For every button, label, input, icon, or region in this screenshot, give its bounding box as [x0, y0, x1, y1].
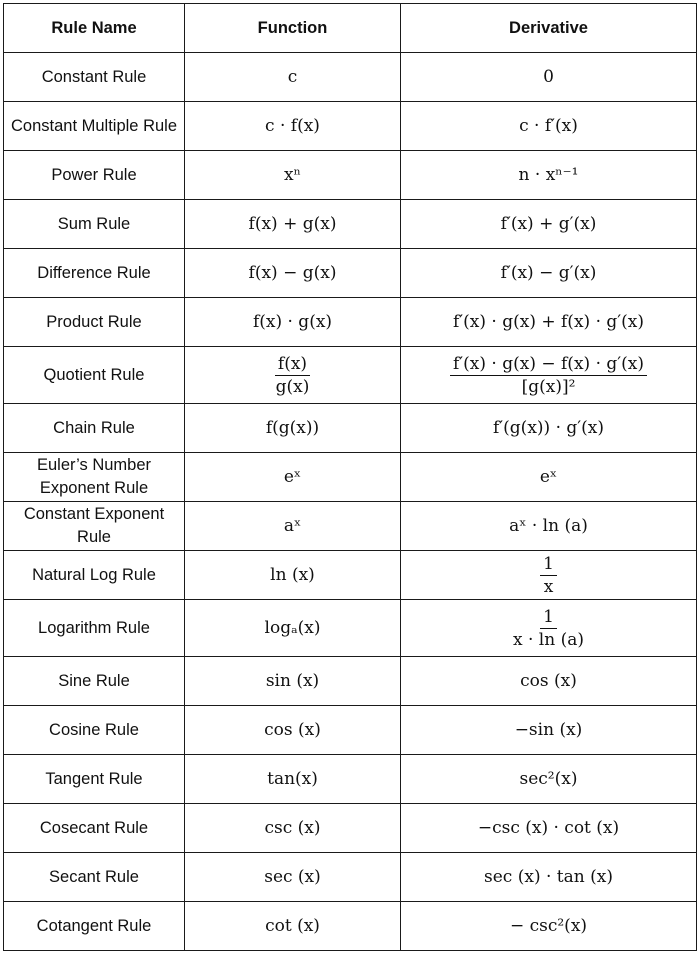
rule-name-cell: Tangent Rule — [4, 755, 185, 804]
derivative-cell: c · f′(x) — [401, 102, 697, 151]
fraction-numerator: 1 — [540, 606, 557, 629]
rule-name-cell: Constant Exponent Rule — [4, 502, 185, 551]
table-row — [4, 453, 697, 502]
function-cell: cos (x) — [185, 706, 401, 755]
table-row — [4, 551, 697, 600]
table-row — [4, 706, 697, 755]
table-row — [4, 347, 697, 404]
table-row — [4, 102, 697, 151]
table-row — [4, 804, 697, 853]
rule-name-cell: Constant Multiple Rule — [4, 102, 185, 151]
function-cell: f(x) · g(x) — [185, 298, 401, 347]
derivative-cell: 0 — [401, 53, 697, 102]
function-cell: f(g(x)) — [185, 404, 401, 453]
function-cell: c · f(x) — [185, 102, 401, 151]
rule-name-cell: Natural Log Rule — [4, 551, 185, 600]
table-row — [4, 657, 697, 706]
table-row — [4, 755, 697, 804]
function-cell: aˣ — [185, 502, 401, 551]
table-row — [4, 502, 697, 551]
fraction-denominator: [g(x)]² — [521, 376, 576, 397]
derivative-cell: f′(g(x)) · g′(x) — [401, 404, 697, 453]
header-rule-name: Rule Name — [4, 4, 185, 53]
table-row — [4, 249, 697, 298]
derivative-fraction — [450, 353, 647, 398]
table-row — [4, 53, 697, 102]
function-cell: logₐ(x) — [185, 600, 401, 657]
table-row — [4, 853, 697, 902]
derivative-cell: −csc (x) · cot (x) — [401, 804, 697, 853]
header-function: Function — [185, 4, 401, 53]
derivative-cell: f′(x) · g(x) + f(x) · g′(x) — [401, 298, 697, 347]
fraction-denominator: x — [543, 576, 554, 597]
derivative-fraction — [540, 553, 557, 598]
derivative-cell: cos (x) — [401, 657, 697, 706]
function-fraction — [273, 353, 313, 398]
function-cell: eˣ — [185, 453, 401, 502]
derivative-cell: eˣ — [401, 453, 697, 502]
rule-name-cell: Product Rule — [4, 298, 185, 347]
rule-name-cell: Constant Rule — [4, 53, 185, 102]
derivative-cell — [401, 347, 697, 404]
table-row — [4, 200, 697, 249]
function-cell: ln (x) — [185, 551, 401, 600]
rule-name-cell: Cosecant Rule — [4, 804, 185, 853]
derivative-rules-table — [3, 3, 697, 951]
table-row — [4, 404, 697, 453]
table-row — [4, 902, 697, 951]
table-row — [4, 151, 697, 200]
derivative-cell — [401, 600, 697, 657]
derivative-cell: sec²(x) — [401, 755, 697, 804]
derivative-cell: sec (x) · tan (x) — [401, 853, 697, 902]
header-row — [4, 4, 697, 53]
fraction-denominator: g(x) — [275, 376, 310, 397]
fraction-denominator: x · ln (a) — [513, 629, 584, 650]
fraction-numerator: f′(x) · g(x) − f(x) · g′(x) — [450, 353, 647, 376]
function-cell: tan(x) — [185, 755, 401, 804]
derivative-cell: n · xⁿ⁻¹ — [401, 151, 697, 200]
rule-name-cell: Secant Rule — [4, 853, 185, 902]
fraction-numerator: 1 — [540, 553, 557, 576]
derivative-cell: −sin (x) — [401, 706, 697, 755]
rule-name-cell: Cotangent Rule — [4, 902, 185, 951]
function-cell — [185, 347, 401, 404]
rule-name-cell: Sum Rule — [4, 200, 185, 249]
rule-name-cell: Difference Rule — [4, 249, 185, 298]
derivative-cell: f′(x) + g′(x) — [401, 200, 697, 249]
header-derivative: Derivative — [401, 4, 697, 53]
table-row — [4, 600, 697, 657]
rule-name-cell: Euler’s Number Exponent Rule — [4, 453, 185, 502]
function-cell: sec (x) — [185, 853, 401, 902]
function-cell: c — [185, 53, 401, 102]
derivative-cell: − csc²(x) — [401, 902, 697, 951]
derivative-cell: aˣ · ln (a) — [401, 502, 697, 551]
rule-name-cell: Power Rule — [4, 151, 185, 200]
function-cell: csc (x) — [185, 804, 401, 853]
function-cell: sin (x) — [185, 657, 401, 706]
rule-name-cell: Cosine Rule — [4, 706, 185, 755]
rule-name-cell: Logarithm Rule — [4, 600, 185, 657]
fraction-numerator: f(x) — [275, 353, 310, 376]
function-cell: f(x) + g(x) — [185, 200, 401, 249]
derivative-cell: f′(x) − g′(x) — [401, 249, 697, 298]
derivative-cell — [401, 551, 697, 600]
rule-name-cell: Quotient Rule — [4, 347, 185, 404]
function-cell: xⁿ — [185, 151, 401, 200]
rule-name-cell: Chain Rule — [4, 404, 185, 453]
derivative-fraction — [510, 606, 587, 651]
rule-name-cell: Sine Rule — [4, 657, 185, 706]
table-row — [4, 298, 697, 347]
function-cell: cot (x) — [185, 902, 401, 951]
function-cell: f(x) − g(x) — [185, 249, 401, 298]
